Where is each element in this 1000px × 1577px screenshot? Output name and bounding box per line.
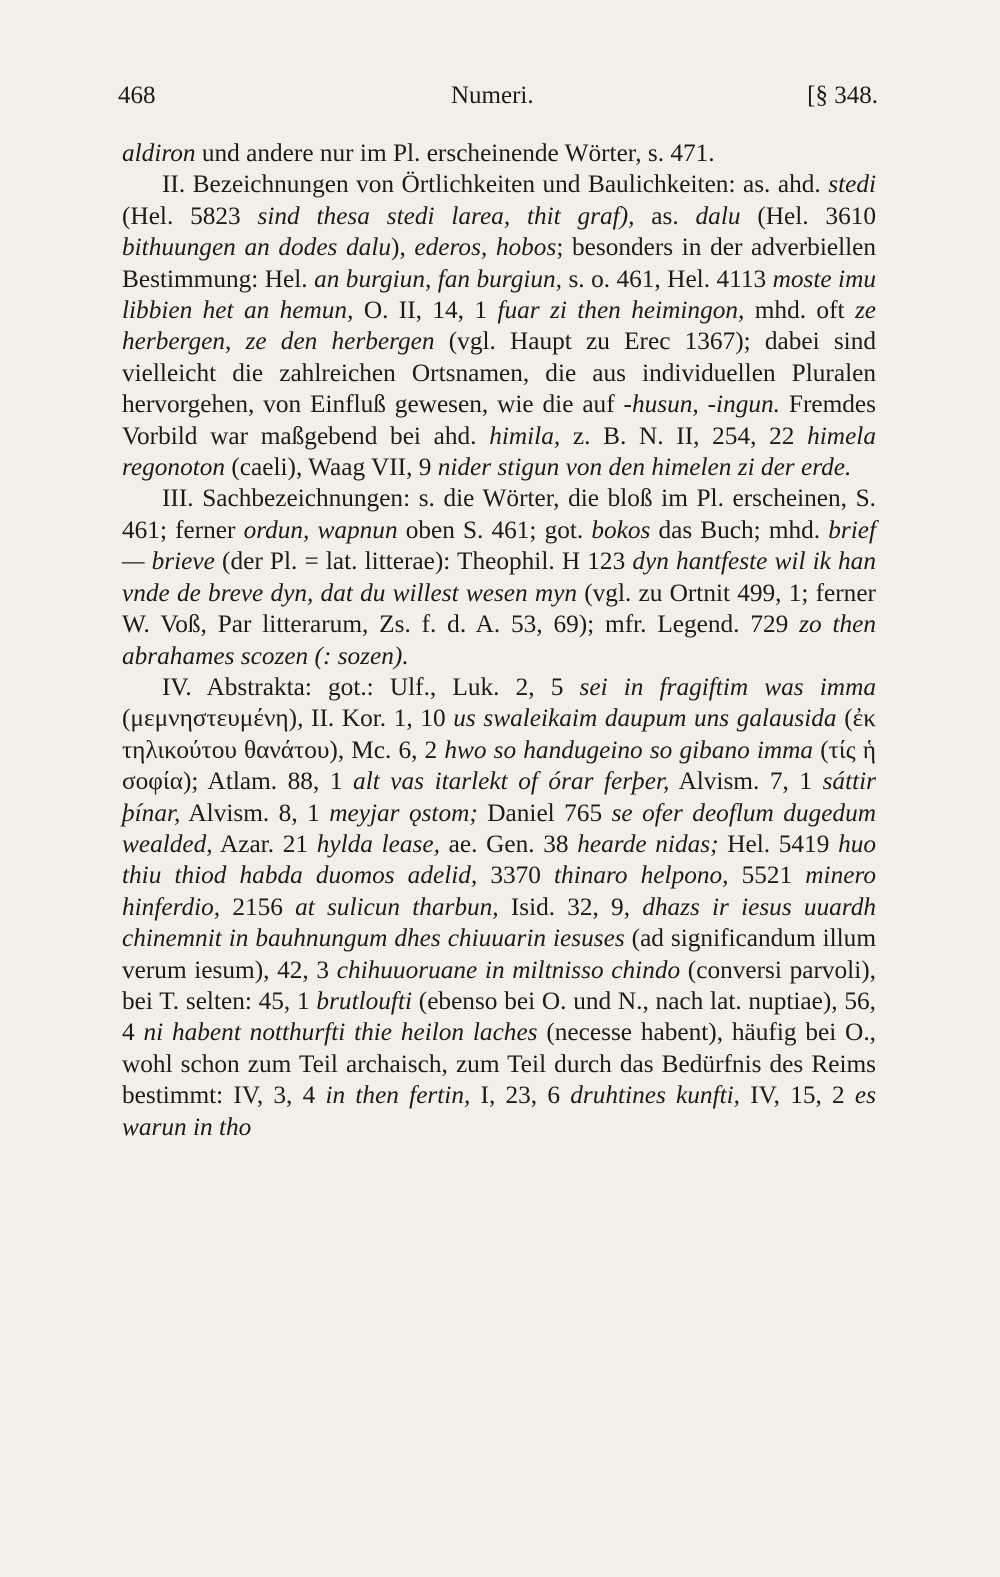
text-run: (caeli), Waag VII, 9	[225, 453, 438, 482]
text-run: (Hel. 5823	[122, 201, 258, 230]
text-run: (μεμνηστευμένη), II. Kor. 1, 10	[122, 704, 454, 733]
text-run: Fremdes Vorbild war maßgebend bei ahd.	[122, 390, 876, 450]
paragraph-localities	[122, 169, 876, 483]
text-run: (der Pl. = lat. litterae): Theophil. H 123	[214, 547, 633, 576]
text-run: mhd. oft	[744, 296, 855, 325]
italic-text-run: hwo so handugeino so gibano imma	[444, 735, 814, 764]
italic-text-run: hylda lease,	[316, 829, 440, 858]
italic-text-run: druhtines kunfti,	[570, 1081, 740, 1110]
text-run: ; besonders in der adverbiellen Bestimmung: Hel.	[122, 233, 877, 293]
italic-text-run: es warun in tho	[122, 1081, 876, 1141]
paragraph-continuation	[122, 138, 876, 169]
italic-text-run: huo thiu thiod habda duomos adelid,	[122, 829, 877, 890]
text-run: III. Sachbezeichnungen: s. die Wörter, die bloß im Pl. erscheinen, S. 461; ferner	[122, 484, 876, 544]
section-reference: [§ 348.	[807, 82, 878, 109]
text-run: IV. Abstrakta: got.: Ulf., Luk. 2, 5	[162, 672, 580, 701]
text-run: 2156	[220, 892, 296, 921]
italic-text-run: ederos, hobos	[414, 233, 557, 262]
text-run: Daniel 765	[477, 798, 612, 827]
text-run: s. o. 461, Hel. 4113	[562, 264, 773, 293]
text-run: Hel. 5419	[718, 829, 839, 858]
italic-text-run: aldiron	[122, 139, 196, 167]
italic-text-run: stedi	[828, 170, 876, 199]
italic-text-run: chihuuoruane in miltnisso chindo	[336, 955, 681, 984]
italic-text-run: us swaleikaim daupum uns galausida	[453, 704, 837, 733]
text-run: (τίς ἡ σοφία); Atlam. 88, 1	[122, 735, 876, 796]
italic-text-run: sei in fragiftim was imma	[579, 672, 876, 701]
italic-text-run: se ofer deoflum dugedum wealded,	[122, 798, 876, 858]
paragraph-material-terms	[122, 483, 876, 671]
italic-text-run: nider stigun von den himelen zi der erde.	[437, 453, 852, 482]
italic-text-run: dyn hantfeste wil ik han vnde de breve dyn, dat du willest wesen myn	[122, 547, 876, 607]
text-run: das Buch; mhd.	[650, 515, 829, 544]
text-run: as.	[634, 201, 696, 230]
italic-text-run: an burgiun, fan burgiun,	[314, 264, 563, 293]
italic-text-run: ordun, wapnun	[243, 515, 398, 544]
italic-text-run: brutloufti	[316, 986, 413, 1015]
italic-text-run: dhazs ir iesus uuardh chinemnit in bauhnungum dhes chiuuarin iesuses	[122, 892, 876, 953]
text-run: (ad significandum illum verum iesum), 42, 3	[122, 924, 876, 984]
italic-text-run: at sulicun tharbun,	[295, 892, 499, 921]
body-text	[122, 138, 876, 1143]
text-run: oben S. 461; got.	[397, 515, 592, 544]
text-run: Alvism. 7, 1	[669, 767, 823, 796]
italic-text-run: minero hinferdio,	[122, 861, 877, 921]
text-run: Isid. 32, 9,	[498, 892, 643, 921]
italic-text-run: meyjar ǫstom;	[329, 798, 478, 827]
text-run: O. II, 14, 1	[353, 296, 498, 325]
italic-text-run: brief — brieve	[122, 515, 877, 576]
italic-text-run: bokos	[591, 515, 651, 544]
text-run: I, 23, 6	[470, 1081, 571, 1110]
italic-text-run: zo then abrahames scozen (: sozen).	[122, 610, 877, 670]
italic-text-run: himela regonoton	[122, 421, 876, 482]
text-run: 3370	[477, 861, 555, 890]
text-run: ),	[391, 233, 415, 262]
italic-text-run: sáttir þínar,	[122, 767, 877, 827]
text-run: 5521	[728, 861, 806, 890]
italic-text-run: hearde nidas;	[577, 829, 719, 858]
text-run: Alvism. 8, 1	[180, 798, 330, 827]
text-run: II. Bezeichnungen von Örtlichkeiten und Baulichkeiten: as. ahd.	[162, 170, 829, 199]
text-run: (vgl. zu Ortnit 499, 1; ferner W. Voß, Par litterarum, Zs. f. d. A. 53, 69); mfr. Legend. 729	[122, 578, 876, 639]
italic-text-run: alt vas itarlekt of órar ferþer,	[353, 767, 670, 796]
italic-text-run: fuar zi then heimingon,	[497, 296, 745, 325]
page-header	[118, 82, 878, 122]
italic-text-run: thinaro helpono,	[554, 861, 729, 890]
text-run: Azar. 21	[212, 829, 317, 858]
italic-text-run: in then fertin,	[325, 1081, 471, 1110]
text-run: (necesse habent), häufig bei O., wohl schon zum Teil archaisch, zum Teil durch das Bedürfnis des Reims bestimmt: IV, 3, 4	[122, 1018, 876, 1110]
italic-text-run: ze herbergen, ze den herbergen	[122, 296, 877, 356]
running-title: Numeri.	[451, 82, 534, 109]
text-run: (vgl. Haupt zu Erec 1367); dabei sind vielleicht die zahlreichen Ortsnamen, die aus individuellen Pluralen hervorgehen, von Einfluß gewesen, wie die auf	[122, 327, 877, 419]
text-run: (Hel. 3610	[740, 201, 877, 230]
italic-text-run: -husun, -ingun.	[623, 390, 780, 419]
italic-text-run: moste imu libbien het an hemun,	[122, 264, 876, 325]
text-run: (ἐκ τηλικούτου θανάτου), Mc. 6, 2	[122, 704, 876, 764]
italic-text-run: himila,	[489, 421, 561, 450]
text-run: z. B. N. II, 254, 22	[560, 421, 808, 450]
text-run: und andere nur im Pl. erscheinende Wörter, s. 471.	[195, 139, 715, 167]
text-run: IV, 15, 2	[739, 1081, 855, 1110]
italic-text-run: bithuungen an dodes dalu	[122, 233, 392, 262]
paragraph-abstracts	[122, 672, 876, 1143]
page-number: 468	[118, 82, 156, 109]
text-run: (conversi parvoli), bei T. selten: 45, 1	[122, 955, 876, 1015]
text-run: (ebenso bei O. und N., nach lat. nuptiae), 56, 4	[122, 986, 876, 1047]
italic-text-run: ni habent notthurfti thie heilon laches	[143, 1018, 538, 1047]
text-run: ae. Gen. 38	[439, 829, 578, 858]
italic-text-run: dalu	[695, 201, 741, 230]
italic-text-run: sind thesa stedi larea, thit graf),	[257, 201, 635, 230]
